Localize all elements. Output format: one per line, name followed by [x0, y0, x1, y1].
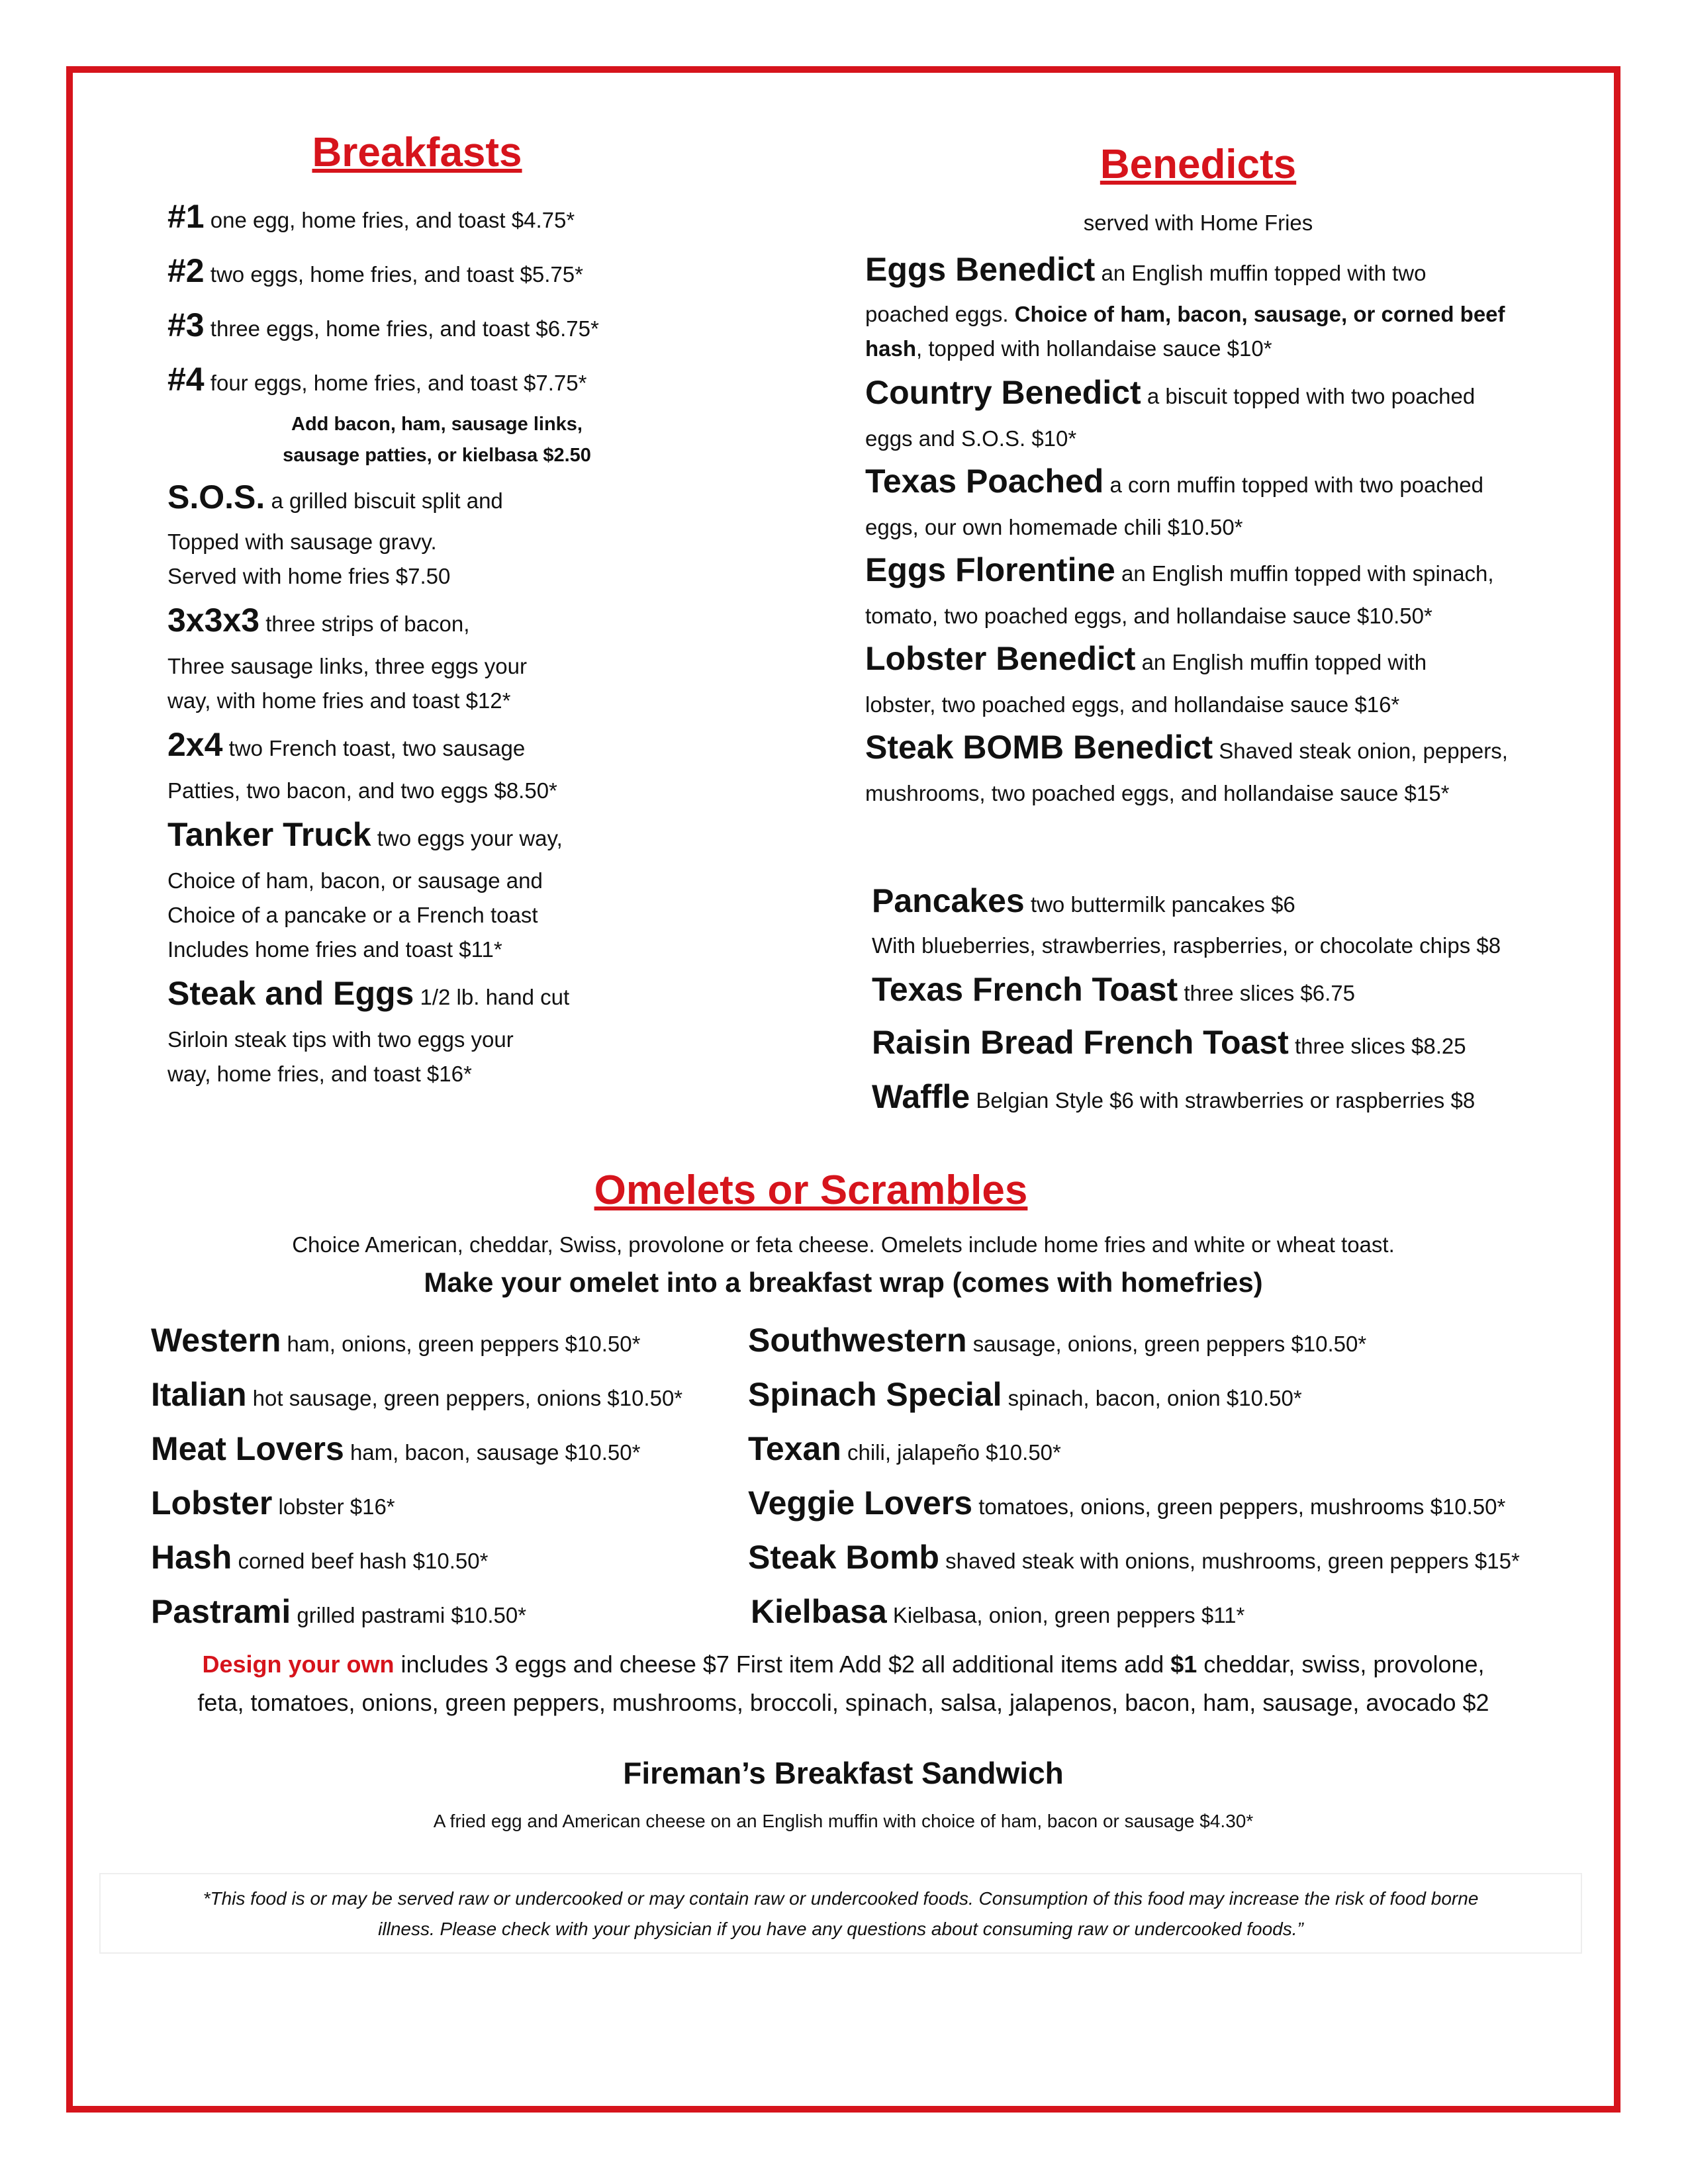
item-desc: a grilled biscuit split and [271, 488, 503, 513]
choice-text: Choice of ham, bacon, sausage, or corned beef [1014, 302, 1505, 326]
lobster-benedict-line2: lobster, two poached eggs, and hollandaise sauce $16* [865, 692, 1400, 717]
design-your-own-label: Design your own [202, 1651, 395, 1678]
item-name: Texas French Toast [872, 971, 1178, 1008]
item-name: Pastrami [151, 1593, 291, 1630]
item-name: Tanker Truck [167, 816, 371, 853]
eggs-florentine-line2: tomato, two poached eggs, and hollandaise sauce $10.50* [865, 604, 1432, 628]
item-name: 2x4 [167, 726, 223, 763]
item-number: #2 [167, 252, 205, 289]
steak-desc-line2: Sirloin steak tips with two eggs your [167, 1027, 514, 1052]
item-desc: corned beef hash $10.50* [238, 1549, 489, 1573]
item-desc: three eggs, home fries, and toast $6.75* [210, 316, 599, 341]
breakfast-item-4 [167, 360, 586, 398]
item-desc: a corn muffin topped with two poached [1109, 473, 1483, 497]
breakfast-wrap-note: Make your omelet into a breakfast wrap (comes with homefries) [424, 1267, 1263, 1298]
steak-bomb-benedict-item [865, 728, 1508, 766]
2x4-item [167, 725, 525, 764]
eggs-florentine-item [865, 551, 1494, 589]
omelet-steak-bomb [748, 1538, 1520, 1576]
item-name: 3x3x3 [167, 602, 260, 639]
disclaimer-box [99, 1873, 1582, 1954]
item-desc: tomatoes, onions, green peppers, mushrooms $10.50* [978, 1494, 1506, 1519]
omelet-pastrami [151, 1592, 526, 1631]
item-desc: Kielbasa, onion, green peppers $11* [892, 1603, 1245, 1627]
sos-desc-line2: Topped with sausage gravy. [167, 529, 437, 554]
texas-poached-line2: eggs, our own homemade chili $10.50* [865, 515, 1243, 539]
item-name: Hash [151, 1539, 232, 1576]
tanker-desc-line4: Includes home fries and toast $11* [167, 937, 502, 962]
eggs-benedict-item [865, 250, 1427, 289]
steak-and-eggs-item [167, 974, 569, 1013]
item-name: S.O.S. [167, 478, 265, 516]
item-name: Lobster [151, 1484, 273, 1522]
omelet-lobster [151, 1484, 395, 1522]
omelet-southwestern [748, 1321, 1366, 1359]
eggs-benedict-line2 [865, 302, 1505, 327]
item-desc: grilled pastrami $10.50* [297, 1603, 527, 1627]
texas-poached-item [865, 462, 1483, 500]
item-name: Meat Lovers [151, 1430, 344, 1467]
item-name: Italian [151, 1376, 247, 1413]
item-name: Southwestern [748, 1322, 967, 1359]
omelets-subtitle: Choice American, cheddar, Swiss, provolone or feta cheese. Omelets include home fries and white or wheat toast. [292, 1232, 1395, 1257]
pancakes-item [872, 882, 1295, 920]
3x3x3-desc-line2: Three sausage links, three eggs your [167, 654, 527, 678]
omelet-spinach-special [748, 1375, 1302, 1414]
item-desc: three slices $6.75 [1184, 981, 1356, 1005]
item-name: Lobster Benedict [865, 640, 1136, 677]
item-desc: ham, bacon, sausage $10.50* [350, 1440, 641, 1465]
design-text: cheddar, swiss, provolone, [1203, 1651, 1485, 1678]
breakfast-item-2 [167, 251, 583, 290]
item-desc: four eggs, home fries, and toast $7.75* [210, 371, 587, 395]
item-desc: ham, onions, green peppers $10.50* [287, 1332, 641, 1356]
design-text: includes 3 eggs and cheese $7 First item Add $2 all additional items add [400, 1651, 1164, 1678]
item-name: Raisin Bread French Toast [872, 1024, 1289, 1061]
steak-desc-line3: way, home fries, and toast $16* [167, 1062, 472, 1086]
breakfast-item-1 [167, 197, 575, 236]
item-number: #3 [167, 306, 205, 343]
item-name: Texan [748, 1430, 841, 1467]
item-name: Kielbasa [751, 1593, 887, 1630]
sandwich-title: Fireman’s Breakfast Sandwich [623, 1756, 1064, 1790]
omelet-hash [151, 1538, 488, 1576]
item-desc: hot sausage, green peppers, onions $10.50* [252, 1386, 683, 1410]
tanker-truck-item [167, 815, 563, 854]
omelets-title: Omelets or Scrambles [594, 1167, 1028, 1213]
steak-bomb-benedict-line2: mushrooms, two poached eggs, and hollandaise sauce $15* [865, 781, 1450, 805]
item-desc: an English muffin topped with [1141, 650, 1427, 674]
texas-french-toast-item [872, 970, 1355, 1009]
tanker-desc-line3: Choice of a pancake or a French toast [167, 903, 538, 927]
item-name: Spinach Special [748, 1376, 1002, 1413]
breakfast-item-3 [167, 306, 599, 344]
waffle-item [872, 1077, 1475, 1116]
item-name: Eggs Florentine [865, 551, 1115, 588]
hash-text: hash [865, 336, 917, 361]
item-desc: lobster $16* [278, 1494, 395, 1519]
item-desc: three slices $8.25 [1294, 1034, 1466, 1058]
sos-desc-line3: Served with home fries $7.50 [167, 564, 451, 588]
item-desc: two French toast, two sausage [228, 736, 526, 760]
addon-note-line1: Add bacon, ham, sausage links, [291, 414, 583, 435]
item-name: Steak and Eggs [167, 975, 414, 1012]
omelet-western [151, 1321, 640, 1359]
country-benedict-line2: eggs and S.O.S. $10* [865, 426, 1077, 451]
item-desc: shaved steak with onions, mushrooms, green peppers $15* [945, 1549, 1520, 1573]
item-desc: an English muffin topped with two [1101, 261, 1427, 285]
design-price: $1 [1170, 1651, 1197, 1678]
item-desc: 1/2 lb. hand cut [420, 985, 570, 1009]
omelet-texan [748, 1430, 1061, 1468]
omelet-kielbasa [751, 1592, 1244, 1631]
design-your-own-line1 [99, 1651, 1587, 1678]
item-name: Veggie Lovers [748, 1484, 973, 1522]
item-name: Western [151, 1322, 281, 1359]
item-name: Texas Poached [865, 463, 1104, 500]
desc-text: poached eggs. [865, 302, 1009, 326]
item-desc: three strips of bacon, [265, 612, 470, 636]
item-desc: two buttermilk pancakes $6 [1030, 892, 1295, 917]
sos-item [167, 478, 503, 516]
desc-text: , topped with hollandaise sauce $10* [916, 336, 1272, 361]
item-desc: an English muffin topped with spinach, [1121, 561, 1494, 586]
3x3x3-item [167, 601, 469, 639]
item-name: Steak BOMB Benedict [865, 729, 1213, 766]
item-desc: spinach, bacon, onion $10.50* [1008, 1386, 1302, 1410]
raisin-french-toast-item [872, 1023, 1466, 1062]
item-name: Eggs Benedict [865, 251, 1096, 288]
item-desc: chili, jalapeño $10.50* [847, 1440, 1061, 1465]
item-desc: Shaved steak onion, peppers, [1219, 739, 1508, 763]
item-desc: Belgian Style $6 with strawberries or raspberries $8 [976, 1088, 1476, 1113]
addon-note-line2: sausage patties, or kielbasa $2.50 [283, 445, 591, 466]
eggs-benedict-line3 [865, 336, 1272, 361]
country-benedict-item [865, 373, 1475, 412]
disclaimer-line1: *This food is or may be served raw or undercooked or may contain raw or undercooked foods. Consumption of this food may increase the risk of food borne [203, 1888, 1479, 1909]
item-desc: two eggs, home fries, and toast $5.75* [210, 262, 583, 287]
lobster-benedict-item [865, 639, 1427, 678]
benedicts-title: Benedicts [1100, 142, 1297, 187]
tanker-desc-line2: Choice of ham, bacon, or sausage and [167, 868, 543, 893]
benedicts-subtitle: served with Home Fries [1083, 210, 1313, 235]
item-desc: sausage, onions, green peppers $10.50* [972, 1332, 1367, 1356]
item-name: Steak Bomb [748, 1539, 939, 1576]
omelet-veggie-lovers [748, 1484, 1505, 1522]
omelet-meat-lovers [151, 1430, 640, 1468]
item-number: #4 [167, 361, 205, 398]
3x3x3-desc-line3: way, with home fries and toast $12* [167, 688, 511, 713]
pancakes-line2: With blueberries, strawberries, raspberries, or chocolate chips $8 [872, 933, 1501, 958]
item-name: Pancakes [872, 882, 1025, 919]
item-desc: one egg, home fries, and toast $4.75* [210, 208, 575, 232]
item-desc: a biscuit topped with two poached [1147, 384, 1476, 408]
item-desc: two eggs your way, [377, 826, 563, 850]
item-number: #1 [167, 198, 205, 235]
2x4-desc-line2: Patties, two bacon, and two eggs $8.50* [167, 778, 557, 803]
sandwich-desc: A fried egg and American cheese on an English muffin with choice of ham, bacon or sausage $4.30* [433, 1811, 1254, 1831]
design-your-own-line2: feta, tomatoes, onions, green peppers, mushrooms, broccoli, spinach, salsa, jalapenos, bacon, ham, sausage, avocado $2 [197, 1689, 1489, 1716]
omelet-italian [151, 1375, 682, 1414]
item-name: Waffle [872, 1078, 970, 1115]
breakfasts-title: Breakfasts [312, 130, 522, 175]
item-name: Country Benedict [865, 374, 1141, 411]
disclaimer-line2: illness. Please check with your physician if you have any questions about consuming raw or undercooked foods.” [378, 1919, 1303, 1939]
